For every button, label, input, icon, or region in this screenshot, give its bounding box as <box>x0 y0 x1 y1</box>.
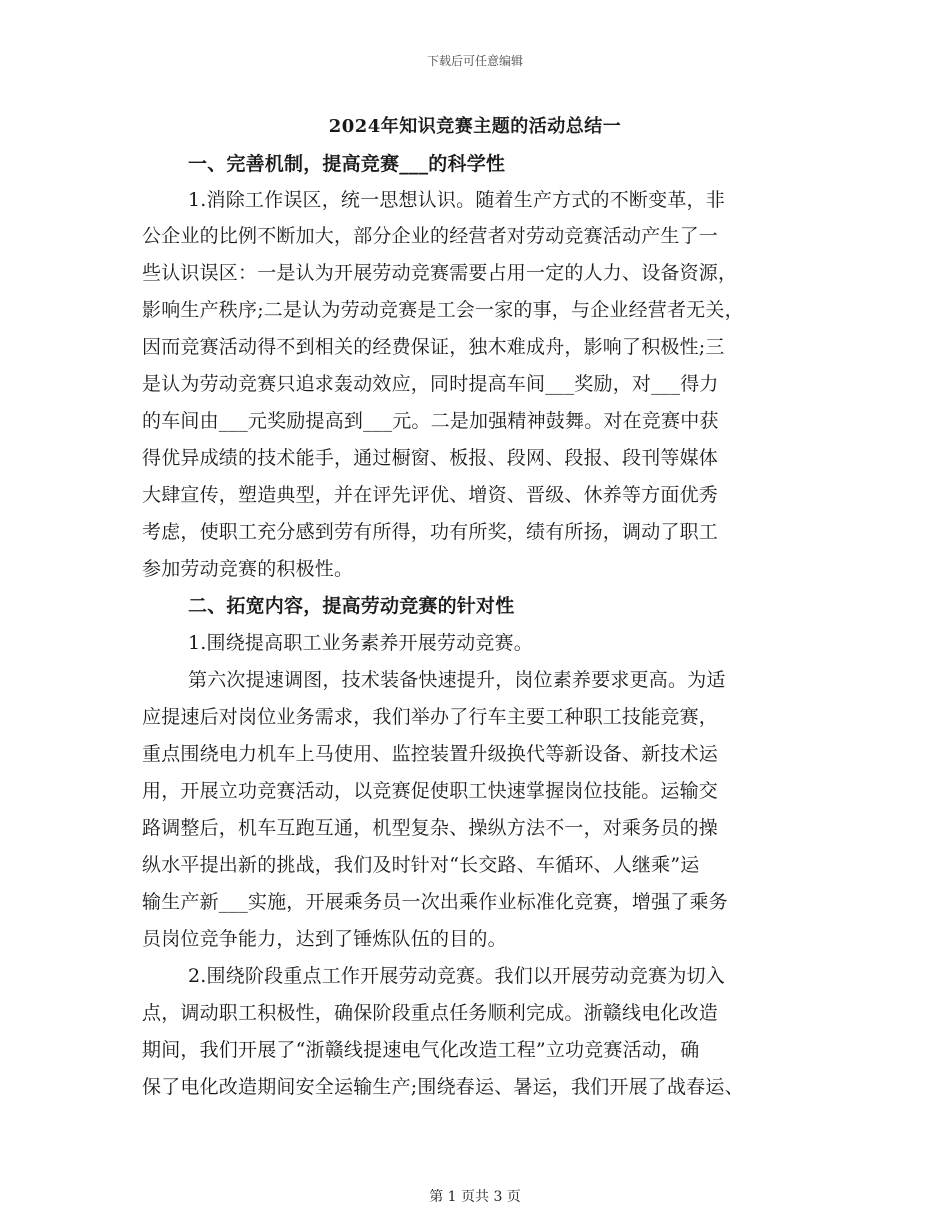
text-line: 重点围绕电力机车上马使用、监控装置升级换代等新设备、新技术运 <box>142 743 719 765</box>
page-number: 第 1 页共 3 页 <box>429 1189 521 1205</box>
section-heading-1: 一、完善机制，提高竞赛___的科学性 <box>188 153 506 175</box>
text-line: 2.围绕阶段重点工作开展劳动竞赛。我们以开展劳动竞赛为切入 <box>188 965 725 987</box>
text-line: 第六次提速调图，技术装备快速提升，岗位素养要求更高。为适 <box>188 669 726 691</box>
text-line: 公企业的比例不断加大，部分企业的经营者对劳动竞赛活动产生了一 <box>142 225 719 247</box>
text-line: 影响生产秩序;二是认为劳动竞赛是工会一家的事，与企业经营者无关， <box>142 299 744 321</box>
text-line: 考虑，使职工充分感到劳有所得，功有所奖，绩有所扬，调动了职工 <box>142 521 719 543</box>
text-line: 得优异成绩的技术能手，通过橱窗、板报、段网、段报、段刊等媒体 <box>142 447 719 469</box>
text-line: 纵水平提出新的挑战，我们及时针对“长交路、车循环、人继乘”运 <box>142 854 700 876</box>
section-heading-2: 二、拓宽内容，提高劳动竞赛的针对性 <box>188 595 515 617</box>
text-line: 是认为劳动竞赛只追求轰动效应，同时提高车间___奖励，对___得力 <box>142 373 719 395</box>
text-line: 用，开展立功竞赛活动，以竞赛促使职工快速掌握岗位技能。运输交 <box>142 780 719 802</box>
text-line: 保了电化改造期间安全运输生产;围绕春运、暑运，我们开展了战春运、 <box>142 1076 744 1098</box>
header-note: 下载后可任意编辑 <box>426 54 523 68</box>
text-line: 期间，我们开展了“浙赣线提速电气化改造工程”立功竞赛活动，确 <box>142 1039 700 1061</box>
text-line: 的车间由___元奖励提高到___元。二是加强精神鼓舞。对在竞赛中获 <box>142 410 719 432</box>
text-line: 输生产新___实施，开展乘务员一次出乘作业标准化竞赛，增强了乘务 <box>142 891 728 913</box>
document-title: 2024年知识竞赛主题的活动总结一 <box>328 116 622 137</box>
text-line: 1.消除工作误区，统一思想认识。随着生产方式的不断变革，非 <box>188 189 725 211</box>
text-line: 员岗位竞争能力，达到了锤炼队伍的目的。 <box>142 928 507 950</box>
text-line: 大肆宣传，塑造典型，并在评先评优、增资、晋级、休养等方面优秀 <box>142 484 719 506</box>
text-line: 路调整后，机车互跑互通，机型复杂、操纵方法不一，对乘务员的操 <box>142 817 719 839</box>
text-line: 点，调动职工积极性，确保阶段重点任务顺利完成。浙赣线电化改造 <box>142 1002 719 1024</box>
text-line: 1.围绕提高职工业务素养开展劳动竞赛。 <box>188 632 533 654</box>
text-line: 因而竞赛活动得不到相关的经费保证，独木难成舟，影响了积极性;三 <box>142 336 725 358</box>
text-line: 应提速后对岗位业务需求，我们举办了行车主要工种职工技能竞赛， <box>142 706 719 728</box>
text-line: 些认识误区：一是认为开展劳动竞赛需要占用一定的人力、设备资源， <box>142 262 738 284</box>
text-line: 参加劳动竞赛的积极性。 <box>142 558 354 580</box>
